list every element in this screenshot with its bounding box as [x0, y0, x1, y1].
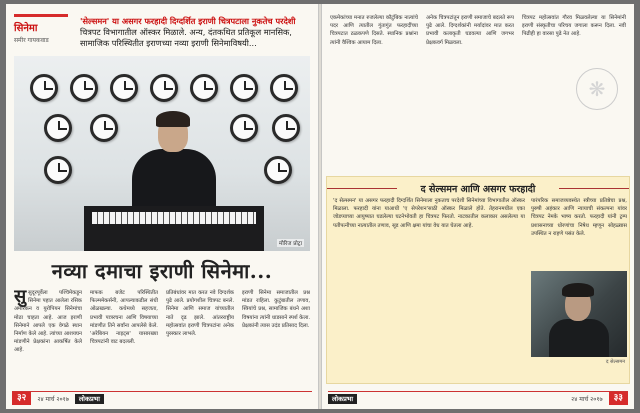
body-columns: [14, 289, 310, 389]
actor-coat: [549, 319, 609, 357]
sidebar-text: 'द सेल्समन' या असगर फरहादी दिग्दर्शित सिनेमाला नुकताच परदेशी सिनेमांच्या विभागातील ऑस्कर मिळाला. फरहादी यांना याआधी 'ए सेपरेशन'साठी ऑस्कर मिळाले होते. तेहरानमधील एका जोडप्याच्या आयुष्यात घडलेल्या घटनेभोवती हा चित्रपट फिरतो. नाटकातील कलाकार असलेल्या या पतीपत्नीच्या नात्यातील तणाव, सूड आणि क्षमा यांचा वेध यात घेतला आहे.: [333, 198, 525, 229]
intro-rest: चित्रपट विभागातील ऑस्कर मिळाले. अन्य, दंतकथित प्रतिकूल मानसिक, सामाजिक परिस्थितीत इराणच्या नव्या इराणी सिनेमाविषयी...: [80, 27, 292, 48]
intro-blurb: [80, 16, 310, 49]
body-column: चित्रपट महोत्सवांत गौरव मिळवलेल्या या सिनेमांनी इराणी संस्कृतीचा परिचय जगाला करून दिला. नवी पिढीही हा वारसा पुढे नेत आहे.: [522, 15, 626, 38]
clock-icon: [264, 156, 292, 184]
clock-icon: [90, 114, 118, 142]
body-column: इराणी सिनेमा समाजातील प्रश्न मांडत राहिला. कुटुंबातील तणाव, स्त्रियांचे प्रश्न, सामाजिक बंधने अशा विषयांना त्यांनी धाडसाने स्पर्श केला. प्रेक्षकांनी त्यास उदंड प्रतिसाद दिला.: [242, 290, 310, 329]
sidebar-box: [326, 176, 630, 384]
clock-icon: [230, 114, 258, 142]
issue-date: २४ मार्च २०१७: [37, 395, 69, 403]
lion-emblem-icon: ❋: [576, 68, 618, 110]
clock-icon: [230, 74, 258, 102]
page-footer: [12, 391, 312, 405]
body-column: माफक बजेट परिस्थितीत फिल्ममेकर्सनी, आपल्याकडील संधी ओळखल्या. कथेमध्ये सहजता, प्रभावी पात्ररचना आणि विषयाच्या मांडणीत तिने सर्वांना आपलेसे केले. 'अरेबियन नाइट्स' यासारख्या चित्रपटांनी वाट बदलली.: [90, 290, 158, 346]
clock-icon: [270, 74, 298, 102]
body-column: [14, 289, 82, 389]
sidebar-title: द सेल्समन आणि असगर फरहादी: [327, 182, 629, 195]
intro-bold: 'सेल्समन' या असगर फरहादी दिग्दर्शित इराणी चित्रपटाला नुकतेच परदेशी: [80, 16, 296, 26]
right-page: [322, 4, 634, 409]
column-text: सुदूरपूर्वेला पश्चिमेकडून सिनेमा पहात आलेला रसिक अमेरिकन व युरोपियन सिनेमांचा मोठा चाहता आहे. आज इराणी सिनेमाने आपले एक वेगळे स्थान निर्माण केले आहे. त्यांच्या आशयघन मांडणीने प्रेक्षकांना आकर्षित केले आहे.: [14, 290, 82, 354]
article-headline: नव्या दमाचा इराणी सिनेमा...: [51, 259, 273, 283]
sidebar-text: पारंपरिक समाजव्यवस्थेत स्त्रीच्या प्रतिष्ठेचा प्रश्न, पुरुषी अहंकार आणि न्यायाची संकल्पना यांवर चित्रपट नेमके भाष्य करतो. फरहादी यांनी ट्रम्प प्रशासनाच्या धोरणांचा निषेध म्हणून सोहळ्यास उपस्थित न राहणे पसंत केले.: [531, 198, 627, 237]
author-byline: समीर गायकवाड: [14, 37, 49, 44]
issue-date: २४ मार्च २०१७: [571, 395, 603, 403]
clock-icon: [190, 74, 218, 102]
body-column: अनेक चित्रपटांतून इराणी समाजाचे बदलते रूप पुढे आले. दिग्दर्शकांनी मर्यादांवर मात करत प्रभावी कलाकृती घडवल्या आणि जगभर प्रेक्षकवर्ग मिळवला.: [426, 15, 514, 46]
magazine-brand: लोकप्रभा: [328, 394, 357, 404]
piano-keys: [92, 212, 256, 224]
section-name: सिनेमा: [14, 23, 38, 34]
clock-icon: [110, 74, 138, 102]
body-column: एकमेकांच्या मनात रुजलेल्या कौटुंबिक नात्यांचे पदर आणि त्यातील गुंतागुंत फरहादींच्या चित्रपटात ठळकपणे दिसते. स्थानिक प्रश्नांना त्यांनी वैश्विक आयाम दिला.: [330, 15, 418, 46]
clock-icon: [150, 74, 178, 102]
pianist-hair: [156, 111, 190, 127]
drop-cap: सु: [14, 289, 27, 307]
page-number: ३२: [12, 392, 31, 405]
lead-photo: [14, 56, 310, 251]
section-tag: [14, 14, 68, 44]
still-caption: द सेल्समन: [605, 359, 625, 365]
body-column: प्रतिबंधांवर मात करत नवे दिग्दर्शक पुढे आले. प्रयोगशील चित्रपट बनले. सिनेमा आणि समाज यांच्यातील नाते दृढ झाले. आंतरराष्ट्रीय महोत्सवांत इराणी चित्रपटांना अनेक पुरस्कार लाभले.: [166, 290, 234, 338]
clock-icon: [70, 74, 98, 102]
page-footer: [328, 391, 628, 405]
actor-hair: [562, 283, 594, 297]
left-page: [6, 4, 318, 409]
magazine-brand: लोकप्रभा: [75, 394, 104, 404]
clock-icon: [272, 114, 300, 142]
page-number: ३३: [609, 392, 628, 405]
clock-icon: [30, 74, 58, 102]
film-still: [531, 271, 627, 357]
photo-credit: मौरिज प्रोट्रा: [279, 241, 302, 247]
clock-icon: [44, 114, 72, 142]
clock-icon: [44, 156, 72, 184]
